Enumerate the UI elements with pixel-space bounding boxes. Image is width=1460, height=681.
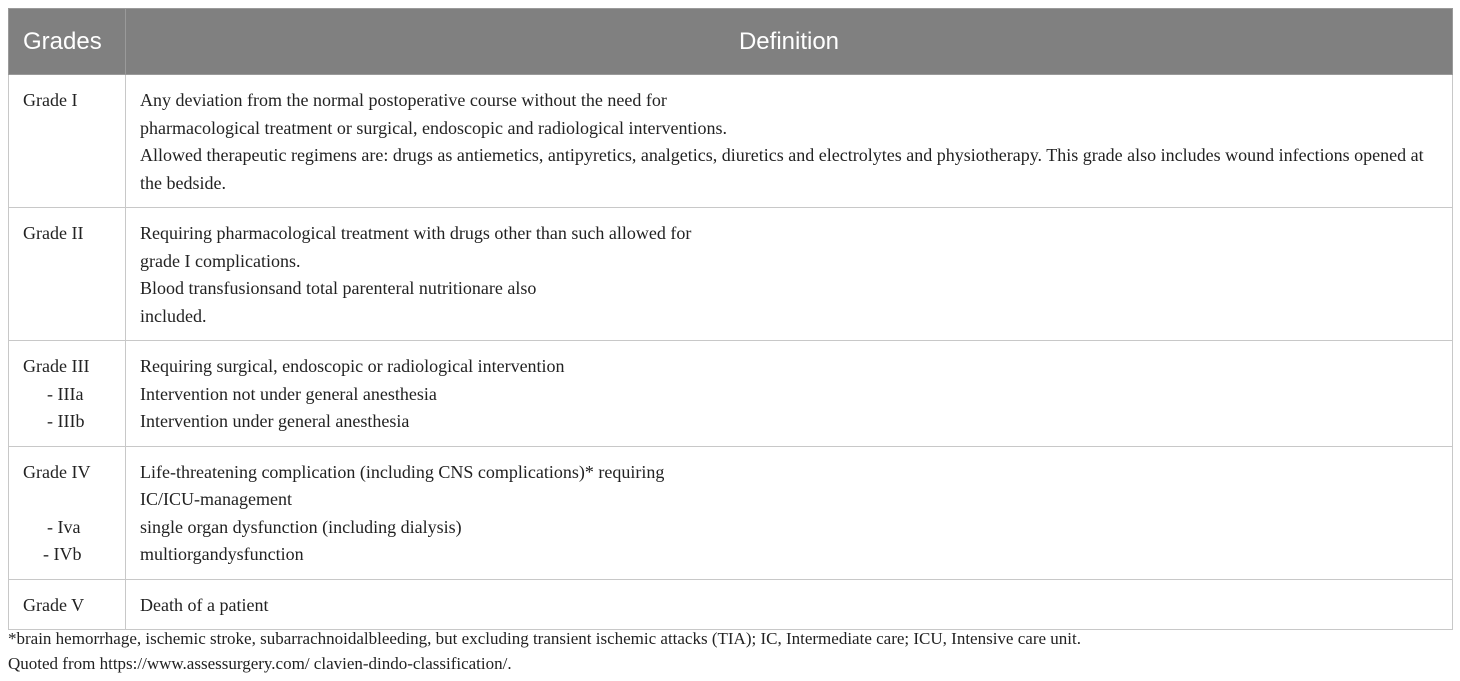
footnote-abbreviations: *brain hemorrhage, ischemic stroke, subarrachnoidalbleeding, but excluding transient ischemic attacks (TIA); IC, Intermediate care; ICU, Intensive care unit. — [8, 629, 1081, 648]
definition-line: grade I complications. — [140, 250, 301, 271]
definition-line: included. — [140, 305, 207, 326]
table-row — [9, 341, 1453, 447]
table-row — [9, 579, 1453, 630]
table-row — [9, 446, 1453, 579]
definition-cell — [126, 75, 1453, 208]
subgrade-label: - IIIb — [47, 411, 85, 431]
definition-cell — [126, 208, 1453, 341]
definition-line: single organ dysfunction (including dialysis) — [140, 516, 462, 537]
definition-line: Intervention under general anesthesia — [140, 411, 410, 431]
header-grades: Grades — [9, 9, 126, 75]
definition-line: multiorgandysfunction — [140, 544, 304, 564]
grade-label: Grade V — [23, 594, 85, 615]
definition-line: Allowed therapeutic regimens are: drugs as antiemetics, antipyretics, analgetics, diuretics and electrolytes and physiotherapy. This grade also includes wound infections opened at the bedside. — [140, 145, 1424, 193]
subgrade-label: - IVb — [43, 544, 82, 564]
definition-cell — [126, 446, 1453, 579]
definition-line: Blood transfusionsand total parenteral nutritionare also — [140, 278, 537, 298]
footnote-source: Quoted from https://www.assessurgery.com/ clavien-dindo-classification/. — [8, 654, 512, 673]
definition-line: Requiring surgical, endoscopic or radiological intervention — [140, 356, 565, 376]
subgrade-label: - Iva — [47, 516, 81, 537]
grade-cell — [9, 341, 126, 447]
grade-cell — [9, 75, 126, 208]
table-footnotes — [8, 626, 1453, 676]
definition-cell — [126, 579, 1453, 630]
clavien-dindo-table — [8, 8, 1453, 630]
grade-label: Grade II — [23, 223, 84, 243]
spacer — [23, 486, 111, 514]
definition-line: Intervention not under general anesthesia — [140, 383, 437, 404]
definition-line: Life-threatening complication (including CNS complications)* requiring — [140, 461, 665, 482]
definition-line: Requiring pharmacological treatment with drugs other than such allowed for — [140, 223, 692, 243]
definition-line: Death of a patient — [140, 594, 269, 615]
grade-label: Grade IV — [23, 461, 91, 482]
grade-cell — [9, 208, 126, 341]
definition-line: IC/ICU-management — [140, 489, 292, 509]
grade-label: Grade I — [23, 90, 78, 110]
definition-line: Any deviation from the normal postoperative course without the need for — [140, 90, 667, 110]
grade-cell — [9, 579, 126, 630]
header-definition: Definition — [126, 9, 1453, 75]
grade-cell — [9, 446, 126, 579]
table-row — [9, 208, 1453, 341]
definition-line: pharmacological treatment or surgical, endoscopic and radiological interventions. — [140, 117, 727, 138]
grade-label: Grade III — [23, 356, 90, 376]
definition-cell — [126, 341, 1453, 447]
table-header-row — [9, 9, 1453, 75]
table-row — [9, 75, 1453, 208]
subgrade-label: - IIIa — [47, 383, 84, 404]
